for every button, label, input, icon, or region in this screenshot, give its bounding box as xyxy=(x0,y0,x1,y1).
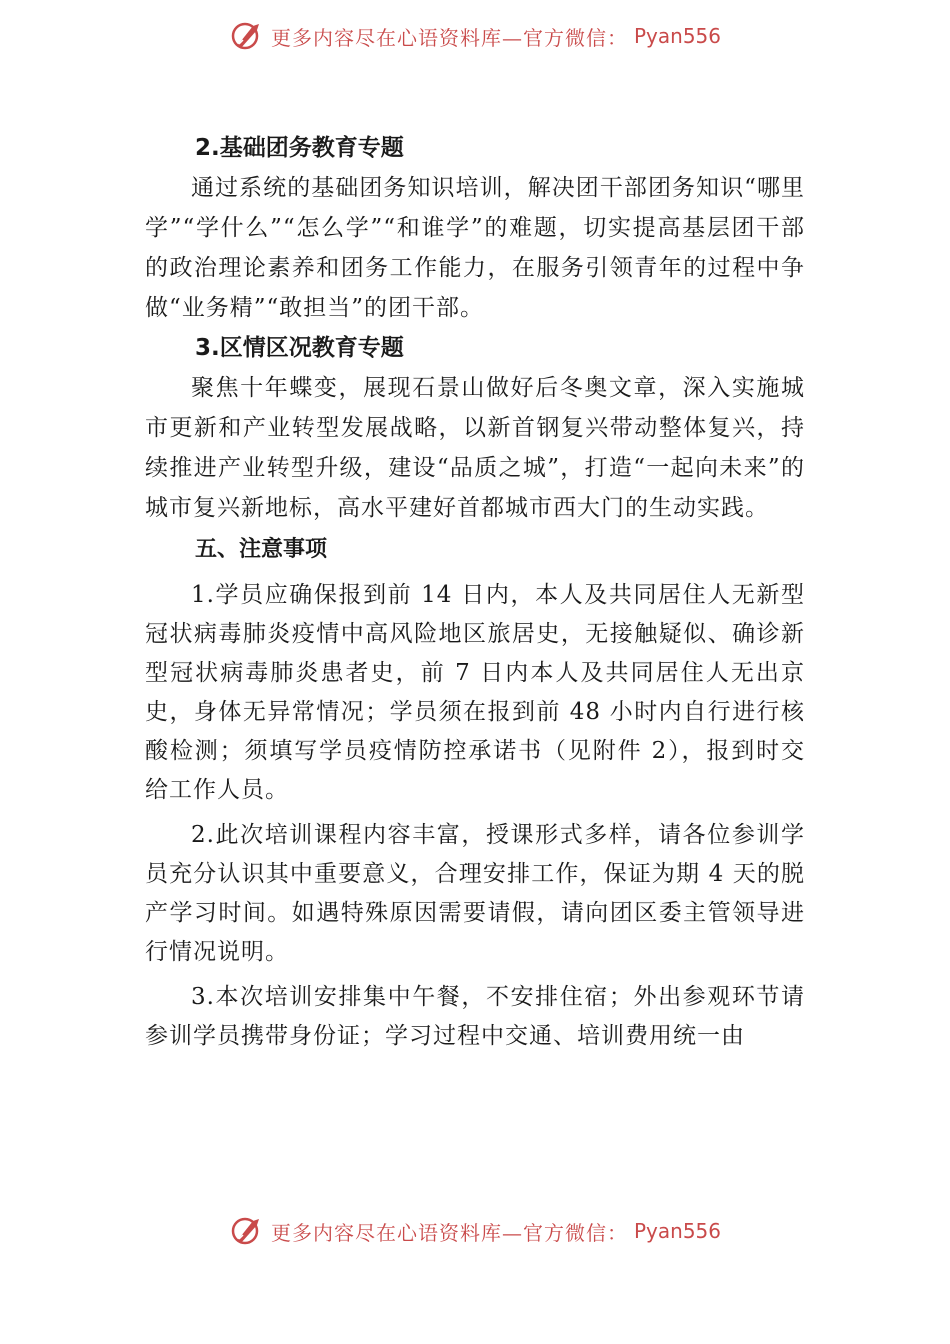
watermark-text: 更多内容尽在心语资料库—官方微信： xyxy=(270,1220,628,1245)
pen-nib-logo-icon xyxy=(229,1213,265,1249)
watermark-text: 更多内容尽在心语资料库—官方微信： xyxy=(270,25,628,50)
pen-nib-logo-icon xyxy=(229,18,265,54)
notice-item: 3.本次培训安排集中午餐，不安排住宿；外出参观环节请参训学员携带身份证；学习过程中交通、培训费用统一由 xyxy=(145,984,805,1049)
notice-title: 五、注意事项 xyxy=(195,537,328,562)
section-paragraph: 通过系统的基础团务知识培训，解决团干部团务知识“哪里学”“学什么”“怎么学”“和谁学”的难题，切实提高基层团干部的政治理论素养和团务工作能力，在服务引领青年的过程中争做“业务精”“敢担当”的团干部。 xyxy=(145,175,805,321)
footer-watermark xyxy=(0,1209,950,1253)
watermark-wechat-id: Pyan556 xyxy=(633,1219,721,1243)
notice-item: 2.此次培训课程内容丰富，授课形式多样，请各位参训学员充分认识其中重要意义，合理安排工作，保证为期 4 天的脱产学习时间。如遇特殊原因需要请假，请向团区委主管领导进行情况说明。 xyxy=(145,822,805,965)
notice-item: 1.学员应确保报到前 14 日内，本人及共同居住人无新型冠状病毒肺炎疫情中高风险地区旅居史，无接触疑似、确诊新型冠状病毒肺炎患者史，前 7 日内本人及共同居住人无出京史，身体无异常情况；学员须在报到前 48 小时内自行进行核酸检测；须填写学员疫情防控承诺书（见附件 2），报到时交给工作人员。 xyxy=(145,582,805,803)
section-heading: 3.区情区况教育专题 xyxy=(195,335,404,361)
document-body xyxy=(145,128,805,1056)
section-paragraph: 聚焦十年蝶变，展现石景山做好后冬奥文章，深入实施城市更新和产业转型发展战略，以新首钢复兴带动整体复兴，持续推进产业转型升级，建设“品质之城”，打造“一起向未来”的城市复兴新地标，高水平建好首都城市西大门的生动实践。 xyxy=(145,375,805,521)
section-heading: 2.基础团务教育专题 xyxy=(195,135,404,161)
header-watermark xyxy=(0,14,950,58)
watermark-wechat-id: Pyan556 xyxy=(633,24,721,48)
